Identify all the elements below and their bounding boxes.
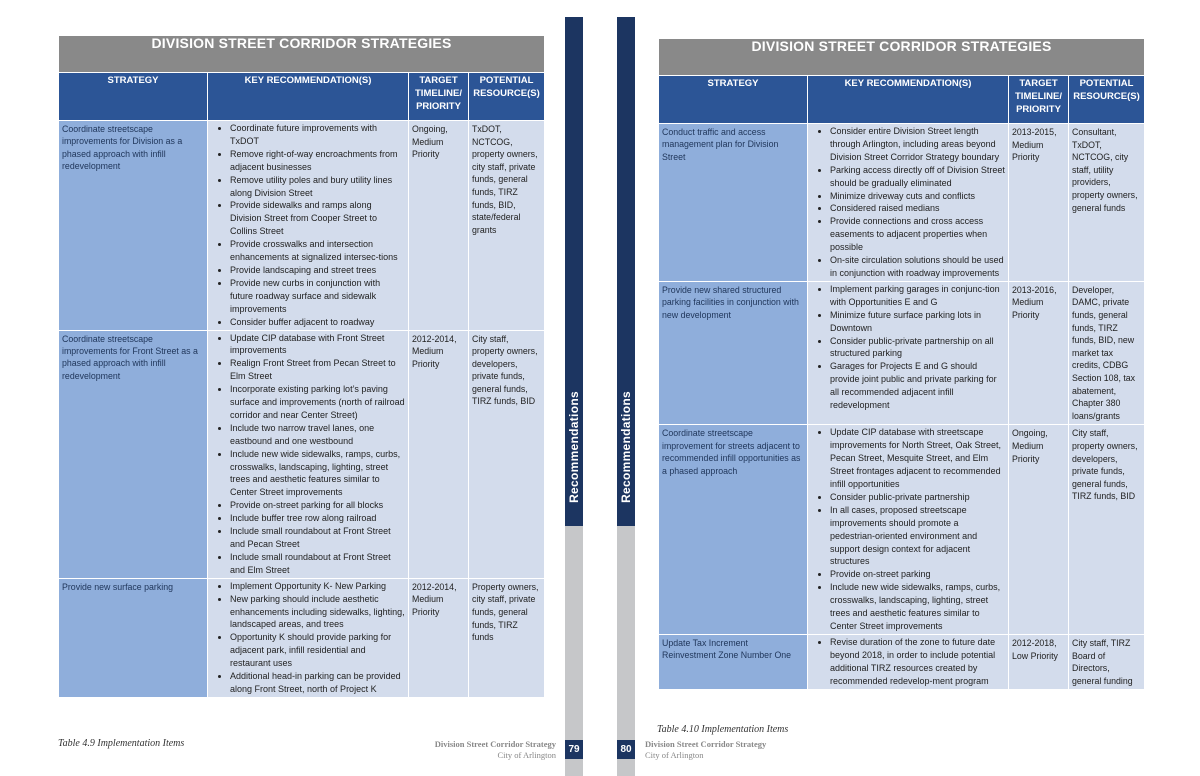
recommendation-item: • Consider entire Division Street length through Arlington, including areas beyond Division Street Corridor Strategy boundary [830, 125, 1005, 164]
recommendation-item: • Remove utility poles and bury utility lines along Division Street [230, 174, 405, 200]
page-number: 80 [617, 740, 635, 759]
recommendation-item: • Implement parking garages in conjunc-tion with Opportunities E and G [830, 283, 1005, 309]
footer-city: City of Arlington [497, 750, 556, 760]
recommendations-cell [208, 578, 409, 697]
table-row [659, 281, 1145, 425]
timeline-cell: 2013-2016, Medium Priority [1009, 281, 1069, 425]
strategy-cell: Provide new surface parking [59, 578, 208, 697]
table-row [59, 330, 545, 578]
strategy-cell: Provide new shared structured parking facilities in conjunction with new development [659, 281, 808, 425]
column-header-resources: POTENTIAL RESOURCE(S) [1069, 76, 1145, 124]
resources-cell: Property owners, city staff, private funds, general funds, TIRZ funds [469, 578, 545, 697]
recommendation-item: • Implement Opportunity K- New Parking [230, 580, 405, 593]
recommendation-list [212, 122, 405, 329]
recommendations-cell [808, 124, 1009, 282]
column-header-strategy: STRATEGY [659, 76, 808, 124]
right-page [600, 0, 1200, 776]
resources-cell: Developer, DAMC, private funds, general funds, TIRZ funds, BID, new market tax credits, CDBG Section 108, tax abatement, Chapter 380 loans/grants [1069, 281, 1145, 425]
recommendation-item: • Include small roundabout at Front Street and Elm Street [230, 551, 405, 577]
resources-cell: City staff, property owners, developers, private funds, general funds, TIRZ funds, BID [469, 330, 545, 578]
timeline-cell: Ongoing, Medium Priority [409, 121, 469, 331]
table-caption: Table 4.9 Implementation Items [58, 738, 185, 749]
recommendation-item: • Provide crosswalks and intersection enhancements at signalized intersec-tions [230, 238, 405, 264]
recommendation-item: • Considered raised medians [830, 202, 1005, 215]
recommendation-item: • Additional head-in parking can be provided along Front Street, north of Project K [230, 670, 405, 696]
recommendation-item: • Coordinate future improvements with TxDOT [230, 122, 405, 148]
recommendation-item: • Parking access directly off of Division Street should be gradually eliminated [830, 164, 1005, 190]
recommendation-item: • Provide sidewalks and ramps along Division Street from Cooper Street to Collins Street [230, 199, 405, 238]
implementation-table-4-9 [58, 35, 545, 698]
table-row [59, 121, 545, 331]
timeline-cell: 2012-2014, Medium Priority [409, 578, 469, 697]
column-header-strategy: STRATEGY [59, 73, 208, 121]
recommendation-item: • Update CIP database with streetscape improvements for North Street, Oak Street, Pecan Street, Mesquite Street, and Elm Street frontages adjacent to recommended infill opportunities [830, 426, 1005, 491]
timeline-cell: Ongoing, Medium Priority [1009, 425, 1069, 635]
timeline-cell: 2013-2015, Medium Priority [1009, 124, 1069, 282]
resources-cell: TxDOT, NCTCOG, property owners, city staff, private funds, general funds, TIRZ funds, BID, state/federal grants [469, 121, 545, 331]
recommendation-item: • Include two narrow travel lanes, one eastbound and one westbound [230, 422, 405, 448]
recommendation-item: • Include new wide sidewalks, ramps, curbs, crosswalks, landscaping, lighting, street trees and aesthetic features similar to Center Street improvements [230, 448, 405, 500]
column-header-timeline: TARGET TIMELINE/ PRIORITY [409, 73, 469, 121]
recommendations-cell [208, 330, 409, 578]
side-tab-label: Recommendations [567, 391, 582, 503]
implementation-table-4-10 [658, 38, 1145, 690]
strategy-cell: Conduct traffic and access management plan for Division Street [659, 124, 808, 282]
table-title: DIVISION STREET CORRIDOR STRATEGIES [59, 36, 545, 73]
recommendation-item: • Garages for Projects E and G should provide joint public and private parking for all recommended adjacent infill redevelopment [830, 360, 1005, 412]
footer-document-title: Division Street Corridor Strategy [434, 739, 556, 749]
page-number: 79 [565, 740, 583, 759]
page-footer [645, 739, 766, 761]
recommendation-list [812, 636, 1005, 688]
column-header-recommendations: KEY RECOMMENDATION(S) [208, 73, 409, 121]
footer-city: City of Arlington [645, 750, 704, 760]
recommendation-item: • In all cases, proposed streetscape improvements should promote a pedestrian-oriented environment and support design context for adjacent structures [830, 504, 1005, 569]
recommendation-item: • Remove right-of-way encroachments from adjacent businesses [230, 148, 405, 174]
recommendation-item: • Consider public-private partnership on all structured parking [830, 335, 1005, 361]
recommendation-item: • On-site circulation solutions should be used in conjunction with roadway improvements [830, 254, 1005, 280]
table-title: DIVISION STREET CORRIDOR STRATEGIES [659, 39, 1145, 76]
page-footer [435, 739, 556, 761]
strategy-cell: Coordinate streetscape improvement for streets adjacent to recommended infill opportunities as a phased approach [659, 425, 808, 635]
table-row [59, 578, 545, 697]
recommendation-item: • Provide on-street parking for all blocks [230, 499, 405, 512]
recommendation-item: • Incorporate existing parking lot’s paving surface and improvements (north of railroad corridor and near Center Street) [230, 383, 405, 422]
recommendation-list [812, 283, 1005, 412]
recommendations-cell [808, 281, 1009, 425]
recommendation-list [812, 426, 1005, 633]
table-row [659, 124, 1145, 282]
table-row [659, 634, 1145, 689]
recommendation-list [212, 580, 405, 696]
table-row [659, 425, 1145, 635]
resources-cell: Consultant, TxDOT, NCTCOG, city staff, utility providers, property owners, general funds [1069, 124, 1145, 282]
column-header-resources: POTENTIAL RESOURCE(S) [469, 73, 545, 121]
recommendation-item: • Minimize driveway cuts and conflicts [830, 190, 1005, 203]
table-caption: Table 4.10 Implementation Items [657, 724, 789, 735]
footer-document-title: Division Street Corridor Strategy [645, 739, 767, 749]
recommendation-item: • Provide landscaping and street trees [230, 264, 405, 277]
recommendation-item: • Revise duration of the zone to future date beyond 2018, in order to include potential additional TIRZ resources created by recommended redevelop-ment program [830, 636, 1005, 688]
resources-cell: City staff, TIRZ Board of Directors, general funding [1069, 634, 1145, 689]
recommendation-item: • Minimize future surface parking lots in Downtown [830, 309, 1005, 335]
column-header-recommendations: KEY RECOMMENDATION(S) [808, 76, 1009, 124]
recommendation-item: • Include small roundabout at Front Street and Pecan Street [230, 525, 405, 551]
recommendation-item: • Provide on-street parking [830, 568, 1005, 581]
recommendation-item: • Consider public-private partnership [830, 491, 1005, 504]
recommendation-item: • Realign Front Street from Pecan Street to Elm Street [230, 357, 405, 383]
column-header-timeline: TARGET TIMELINE/ PRIORITY [1009, 76, 1069, 124]
recommendations-cell [208, 121, 409, 331]
recommendation-item: • Update CIP database with Front Street improvements [230, 332, 405, 358]
strategy-cell: Coordinate streetscape improvements for Division as a phased approach with infill redevelopment [59, 121, 208, 331]
recommendation-item: • New parking should include aesthetic enhancements including sidewalks, lighting, landscaped areas, and trees [230, 593, 405, 632]
recommendations-cell [808, 425, 1009, 635]
side-tab-label: Recommendations [619, 391, 634, 503]
recommendations-cell [808, 634, 1009, 689]
recommendation-item: • Include new wide sidewalks, ramps, curbs, crosswalks, landscaping, lighting, street trees and aesthetic features similar to Center Street improvements [830, 581, 1005, 633]
resources-cell: City staff, property owners, developers, private funds, general funds, TIRZ funds, BID [1069, 425, 1145, 635]
strategy-cell: Update Tax Increment Reinvestment Zone Number One [659, 634, 808, 689]
recommendation-item: • Provide connections and cross access easements to adjacent properties when possible [830, 215, 1005, 254]
recommendation-item: • Opportunity K should provide parking for adjacent park, infill residential and restaurant uses [230, 631, 405, 670]
recommendation-list [812, 125, 1005, 280]
recommendation-item: • Consider buffer adjacent to roadway [230, 316, 405, 329]
recommendation-list [212, 332, 405, 577]
recommendation-item: • Include buffer tree row along railroad [230, 512, 405, 525]
strategy-cell: Coordinate streetscape improvements for Front Street as a phased approach with infill redevelopment [59, 330, 208, 578]
timeline-cell: 2012-2018, Low Priority [1009, 634, 1069, 689]
timeline-cell: 2012-2014, Medium Priority [409, 330, 469, 578]
recommendation-item: • Provide new curbs in conjunction with future roadway surface and sidewalk improvements [230, 277, 405, 316]
